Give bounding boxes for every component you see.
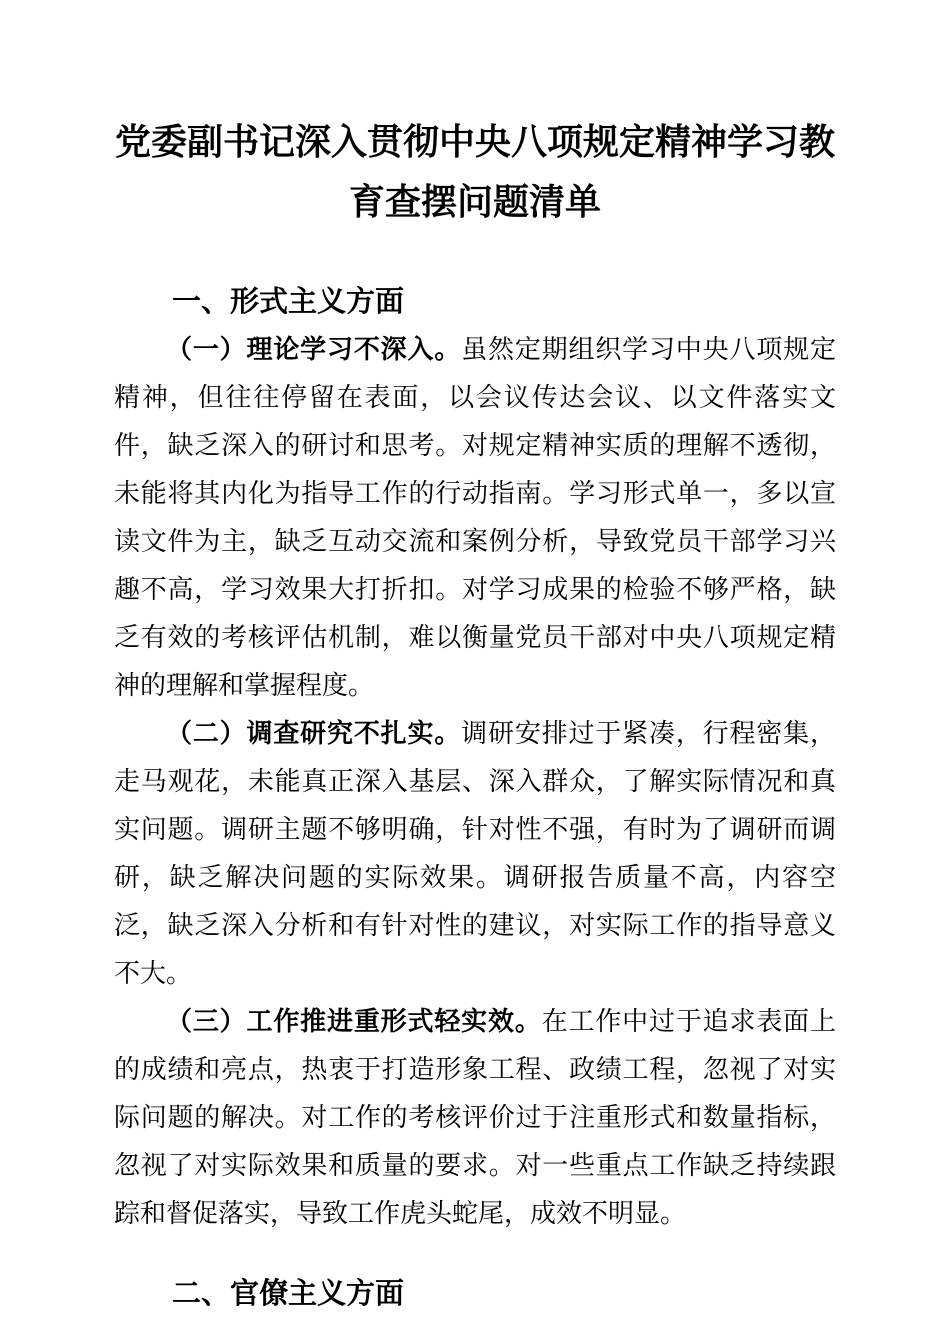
paragraph-lead: （三）工作推进重形式轻实效。 xyxy=(166,1007,542,1036)
paragraph-research xyxy=(114,710,836,998)
paragraph-body: 虽然定期组织学习中央八项规定精神，但往往停留在表面，以会议传达会议、以文件落实文件，缺乏深入的研讨和思考。对规定精神实质的理解不透彻，未能将其内化为指导工作的行动指南。学习形式单一，多以宣读文件为主，缺乏互动交流和案例分析，导致党员干部学习兴趣不高，学习效果大打折扣。对学习成果的检验不够严格，缺乏有效的考核评估机制，难以衡量党员干部对中央八项规定精神的理解和掌握程度。 xyxy=(114,335,836,700)
section-heading-formalism: 一、形式主义方面 xyxy=(172,286,405,318)
paragraph-theory-study xyxy=(114,326,836,710)
paragraph-lead: （一）理论学习不深入。 xyxy=(166,335,462,364)
paragraph-body: 调研安排过于紧凑，行程密集，走马观花，未能真正深入基层、深入群众，了解实际情况和真实问题。调研主题不够明确，针对性不强，有时为了调研而调研，缺乏解决问题的实际效果。调研报告质量不高，内容空泛，缺乏深入分析和有针对性的建议，对实际工作的指导意义不大。 xyxy=(114,719,836,988)
document-title: 党委副书记深入贯彻中央八项规定精神学习教育查摆问题清单 xyxy=(114,122,835,222)
paragraph-body: 在工作中过于追求表面上的成绩和亮点，热衷于打造形象工程、政绩工程，忽视了对实际问题的解决。对工作的考核评价过于注重形式和数量指标，忽视了对实际效果和质量的要求。对一些重点工作缺乏持续跟踪和督促落实，导致工作虎头蛇尾，成效不明显。 xyxy=(114,1007,836,1228)
paragraph-work-promotion xyxy=(114,998,836,1238)
section-heading-bureaucracy: 二、官僚主义方面 xyxy=(172,1278,405,1310)
paragraph-lead: （二）调查研究不扎实。 xyxy=(166,719,462,748)
